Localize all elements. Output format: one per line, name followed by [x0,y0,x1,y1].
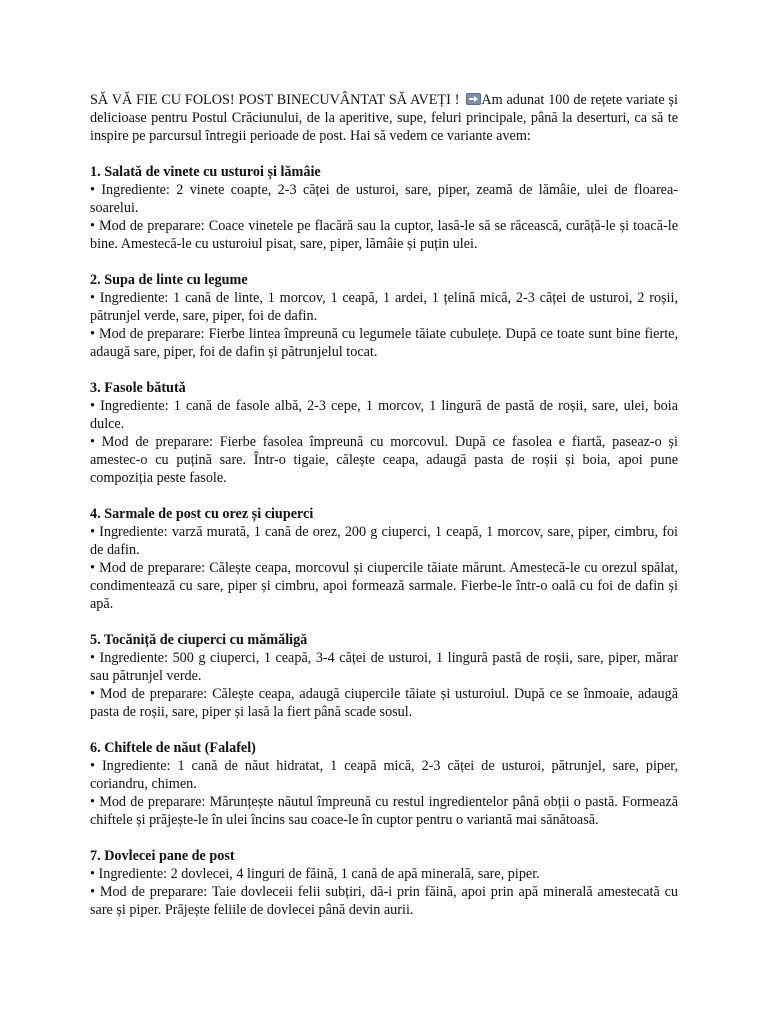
recipe-method: • Mod de preparare: Fierbe lintea împreună cu legumele tăiate cubulețe. După ce toate sunt bine fierte, adaugă sare, piper, foi de dafin și pătrunjelul tocat. [90,326,678,360]
intro-lead: SĂ VĂ FIE CU FOLOS! POST BINECUVÂNTAT SĂ AVEȚI ! [90,92,460,108]
recipe-method: • Mod de preparare: Taie dovleceii felii subțiri, dă-i prin făină, apoi prin apă minerală amestecată cu sare și piper. Prăjește feliile de dovlecei până devin aurii. [90,884,678,918]
intro-paragraph [90,91,678,145]
recipe-title: 6. Chiftele de năut (Falafel) [90,740,256,756]
recipe-title: 3. Fasole bătută [90,380,186,396]
recipe-title: 7. Dovlecei pane de post [90,848,235,864]
recipe-ingredients: • Ingrediente: 500 g ciuperci, 1 ceapă, 3-4 căței de usturoi, 1 lingură pastă de roșii, sare, piper, mărar sau pătrunjel verde. [90,650,678,684]
recipe-7 [90,847,678,919]
recipe-ingredients: • Ingrediente: 2 vinete coapte, 2-3 căței de usturoi, sare, piper, zeamă de lămâie, ulei de floarea-soarelui. [90,182,678,216]
recipe-title: 4. Sarmale de post cu orez și ciuperci [90,506,314,522]
recipe-ingredients: • Ingrediente: 1 cană de fasole albă, 2-3 cepe, 1 morcov, 1 lingură de pastă de roșii, sare, ulei, boia dulce. [90,398,678,432]
recipe-6 [90,739,678,829]
recipe-method: • Mod de preparare: Fierbe fasolea împreună cu morcovul. După ce fasolea e fiartă, paseaz-o și amestec-o cu puțină sare. Într-o tigaie, călește ceapa, adaugă pasta de roșii și boia, apoi pune compoziția peste fasole. [90,434,678,486]
intro-text: Am adunat 100 de rețete variate și delicioase pentru Postul Crăciunului, de la aperitive, supe, feluri principale, până la deserturi, ca să te inspire pe parcursul întregii perioade de post. Hai să vedem ce variante avem: [90,92,678,144]
recipe-ingredients: • Ingrediente: 1 cană de linte, 1 morcov, 1 ceapă, 1 ardei, 1 țelină mică, 2-3 căței de usturoi, 2 roșii, pătrunjel verde, sare, piper, foi de dafin. [90,290,678,324]
recipe-ingredients: • Ingrediente: 1 cană de năut hidratat, 1 ceapă mică, 2-3 căței de usturoi, pătrunjel, sare, piper, coriandru, chimen. [90,758,678,792]
recipe-ingredients: • Ingrediente: varză murată, 1 cană de orez, 200 g ciuperci, 1 ceapă, 1 morcov, sare, piper, cimbru, foi de dafin. [90,524,678,558]
recipe-method: • Mod de preparare: Coace vinetele pe flacără sau la cuptor, lasă-le să se răcească, curăță-le și toacă-le bine. Amestecă-le cu usturoiul pisat, sare, piper, lămâie și puțin ulei. [90,218,678,252]
recipe-title: 2. Supa de linte cu legume [90,272,248,288]
recipe-method: • Mod de preparare: Călește ceapa, adaugă ciupercile tăiate și usturoiul. După ce se înmoaie, adaugă pasta de roșii, sare, piper și lasă la fiert până scade sosul. [90,686,678,720]
recipe-ingredients: • Ingrediente: 2 dovlecei, 4 linguri de făină, 1 cană de apă minerală, sare, piper. [90,866,540,882]
arrow-right-icon [466,93,481,105]
recipe-4 [90,505,678,613]
recipe-title: 1. Salată de vinete cu usturoi și lămâie [90,164,321,180]
recipe-5 [90,631,678,721]
recipe-method: • Mod de preparare: Mărunțește năutul împreună cu restul ingredientelor până obții o pastă. Formează chiftele și prăjește-le în ulei încins sau coace-le în cuptor pentru o variantă mai sănătoasă. [90,794,678,828]
recipe-2 [90,271,678,361]
recipe-title: 5. Tocăniță de ciuperci cu mămăligă [90,632,308,648]
recipe-1 [90,163,678,253]
recipe-3 [90,379,678,487]
recipe-method: • Mod de preparare: Călește ceapa, morcovul și ciupercile tăiate mărunt. Amestecă-le cu orezul spălat, condimentează cu sare, piper și cimbru, apoi formează sarmale. Fierbe-le într-o oală cu foi de dafin și apă. [90,560,678,612]
